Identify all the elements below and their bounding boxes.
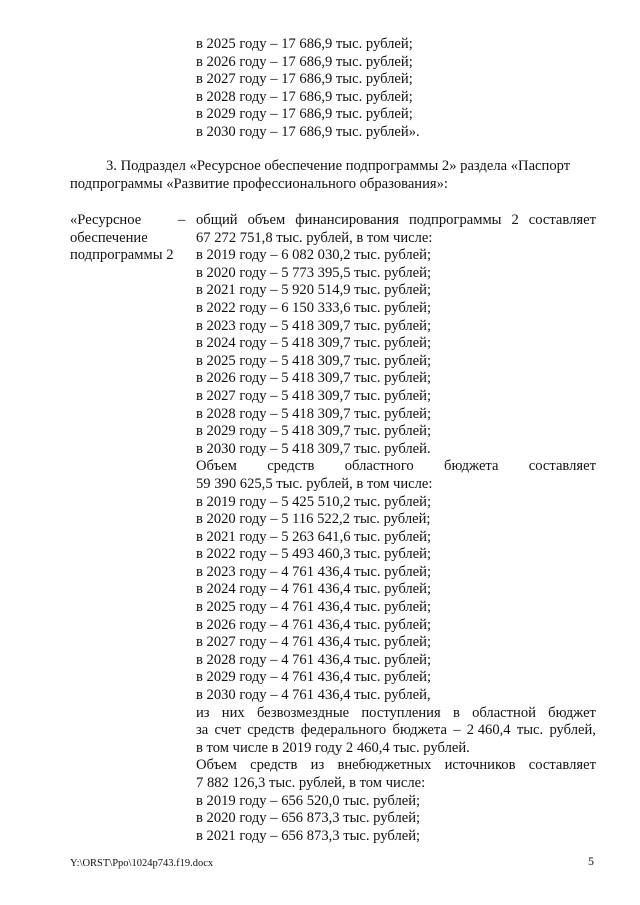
extrabudget-year-item: в 2019 году – 656 520,0 тыс. рублей; [196,792,421,809]
word: Объем [196,757,237,774]
federal-receipts-line [196,722,596,740]
word: тыс. [516,722,544,739]
resource-label [70,212,180,265]
word: средств [250,757,298,774]
word: поступления [361,704,441,721]
regional-year-item: в 2026 году – 4 761 436,4 тыс. рублей; [196,616,432,633]
regional-amount: 59 390 625,5 тыс. рублей, в том числе: [196,475,433,492]
regional-year-item: в 2029 году – 4 761 436,4 тыс. рублей; [196,669,432,686]
heading-line-2: подпрограммы «Развитие профессионального образования»: [70,175,448,192]
word: средств [267,458,315,475]
label-line: «Ресурсное [70,212,142,228]
regional-summary-line [196,458,596,476]
word: объем [247,212,286,228]
label-line: подпрограммы 2 [70,247,174,264]
word: бюджета [392,722,447,739]
word: безвозмездные [256,704,350,721]
section-heading [70,158,596,193]
total-year-item: в 2021 году – 5 920 514,9 тыс. рублей; [196,282,432,299]
word: областного [344,458,414,475]
extrabudget-year-item: в 2021 году – 656 873,3 тыс. рублей; [196,827,421,844]
word: за [196,722,209,739]
regional-year-item: в 2025 году – 4 761 436,4 тыс. рублей; [196,599,432,616]
regional-year-item: в 2027 году – 4 761 436,4 тыс. рублей; [196,634,432,651]
footer-file-path: Y:\ORST\Ppo\1024p743.f19.docx [70,858,214,869]
word: них [221,704,245,721]
word: финансирования [295,212,399,228]
extrabudget-amount: 7 882 126,3 тыс. рублей, в том числе: [196,775,426,791]
total-summary-line [196,212,596,230]
regional-year-item: в 2023 году – 4 761 436,4 тыс. рублей; [196,563,432,580]
total-year-item: в 2023 году – 5 418 309,7 тыс. рублей; [196,317,432,334]
regional-year-item: в 2020 году – 5 116 522,2 тыс. рублей; [196,511,431,528]
regional-year-item: в 2028 году – 4 761 436,4 тыс. рублей; [196,651,432,668]
word: рублей, [549,722,596,739]
regional-year-item: в 2019 году – 5 425 510,2 тыс. рублей; [196,493,432,510]
total-year-item: в 2025 году – 5 418 309,7 тыс. рублей; [196,352,432,369]
total-year-item: в 2026 году – 5 418 309,7 тыс. рублей; [196,370,432,387]
total-year-item: в 2030 году – 5 418 309,7 тыс. рублей. [196,440,431,457]
regional-year-item: в 2030 году – 4 761 436,4 тыс. рублей, [196,687,431,704]
list-item: в 2028 году – 17 686,9 тыс. рублей; [196,88,413,105]
label-dash: – [178,212,186,228]
federal-receipts-detail: в том числе в 2019 году 2 460,4 тыс. рублей. [196,739,470,756]
word: средств [247,722,295,739]
word: составляет [528,458,596,475]
total-year-item: в 2027 году – 5 418 309,7 тыс. рублей; [196,387,432,404]
word: бюджета [444,458,499,475]
regional-year-item: в 2022 году – 5 493 460,3 тыс. рублей; [196,546,432,563]
word: 2 [511,212,519,228]
word: составляет [528,757,596,774]
word: источников [444,757,516,774]
extrabudget-summary-line [196,757,596,775]
regional-year-item: в 2024 году – 4 761 436,4 тыс. рублей; [196,581,432,598]
extrabudget-year-item: в 2020 году – 656 873,3 тыс. рублей; [196,810,421,827]
total-year-item: в 2019 году – 6 082 030,2 тыс. рублей; [196,247,432,264]
total-amount: 67 272 751,8 тыс. рублей, в том числе: [196,229,433,246]
word: из [196,704,210,721]
word: из [310,757,325,774]
label-line: обеспечение [70,229,148,246]
total-year-item: в 2022 году – 6 150 333,6 тыс. рублей; [196,299,432,316]
word: подпрограммы [408,212,502,228]
total-year-item: в 2028 году – 5 418 309,7 тыс. рублей; [196,405,432,422]
top-year-list [196,36,596,142]
word: в [452,704,460,721]
list-item: в 2026 году – 17 686,9 тыс. рублей; [196,53,413,70]
word: – [453,722,461,739]
word: областной [472,704,536,721]
word: внебюджетных [337,757,432,774]
word: бюджет [548,704,596,721]
word: общий [196,212,238,228]
heading-line-1: 3. Подраздел «Ресурсное обеспечение подпрограммы 2» раздела «Паспорт [106,158,571,174]
word: Объем [196,458,237,475]
total-year-item: в 2024 году – 5 418 309,7 тыс. рублей; [196,335,432,352]
list-item: в 2027 году – 17 686,9 тыс. рублей; [196,71,413,88]
total-year-item: в 2020 году – 5 773 395,5 тыс. рублей; [196,264,432,281]
word: счет [214,722,241,739]
list-item: в 2030 году – 17 686,9 тыс. рублей». [196,123,420,140]
word: 2 460,4 [466,722,511,739]
list-item: в 2025 году – 17 686,9 тыс. рублей; [196,36,413,52]
total-year-item: в 2029 году – 5 418 309,7 тыс. рублей; [196,423,432,440]
list-item: в 2029 году – 17 686,9 тыс. рублей; [196,106,413,123]
word: федерального [300,722,387,739]
page-number: 5 [588,854,594,868]
federal-receipts-line [196,705,596,723]
resource-content [196,212,596,845]
regional-year-item: в 2021 году – 5 263 641,6 тыс. рублей; [196,528,432,545]
word: составляет [528,212,596,228]
